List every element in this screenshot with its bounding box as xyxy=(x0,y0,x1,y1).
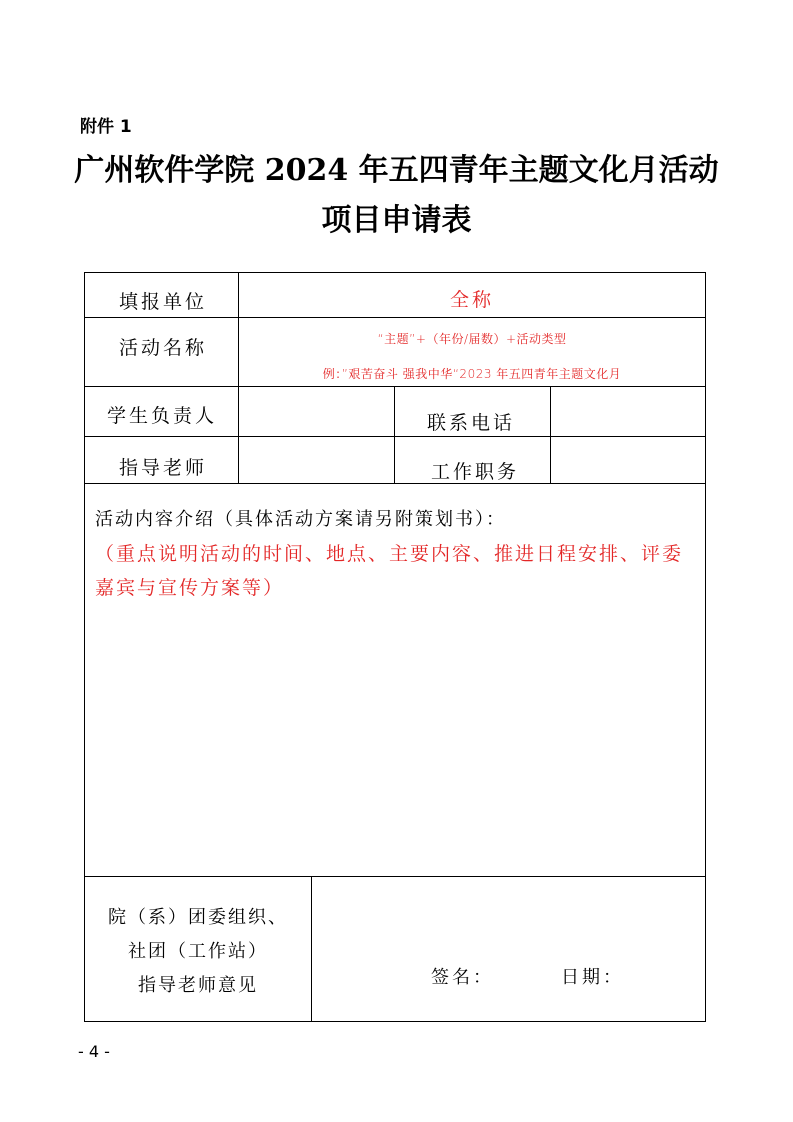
opinion-label-line: 社团（工作站） xyxy=(128,941,268,962)
opinion-label-line: 指导老师意见 xyxy=(138,975,258,996)
unit-label: 填报单位 xyxy=(119,291,208,313)
job-title-field[interactable] xyxy=(551,437,705,483)
advisor-field[interactable] xyxy=(239,437,394,483)
opinion-label xyxy=(85,901,311,1003)
phone-field[interactable] xyxy=(551,387,705,436)
opinion-field[interactable] xyxy=(312,877,705,1021)
opinion-label-line: 院（系）团委组织、 xyxy=(108,907,288,928)
student-leader-field[interactable] xyxy=(239,387,394,436)
activity-name-hint: “主题”+（年份/届数）+活动类型 xyxy=(377,332,567,346)
content-intro-hint: （重点说明活动的时间、地点、主要内容、推进日程安排、评委 xyxy=(95,543,684,565)
unit-hint: 全称 xyxy=(449,289,494,311)
unit-field[interactable] xyxy=(239,273,705,317)
job-title-label: 工作职务 xyxy=(431,461,520,483)
advisor-label: 指导老师 xyxy=(119,457,208,479)
document-subtitle: 项目申请表 xyxy=(321,203,472,238)
activity-name-example: 例：”艰苦奋斗 强我中华“2023 年五四青年主题文化月 xyxy=(322,367,622,381)
activity-name-label: 活动名称 xyxy=(119,337,208,359)
signature-label: 签名： xyxy=(431,967,494,988)
student-leader-label: 学生负责人 xyxy=(107,405,218,427)
column-divider xyxy=(394,386,395,483)
phone-label: 联系电话 xyxy=(427,412,516,434)
activity-name-field[interactable] xyxy=(239,318,705,386)
content-intro-label: 活动内容介绍（具体活动方案请另附策划书）： xyxy=(95,509,506,530)
document-title: 广州软件学院 2024 年五四青年主题文化月活动 xyxy=(74,153,719,188)
date-label: 日期： xyxy=(561,967,624,988)
content-intro-section xyxy=(95,503,695,605)
page-number: - 4 - xyxy=(78,1042,110,1061)
content-intro-hint-cont: 嘉宾与宣传方案等） xyxy=(95,577,285,599)
application-form xyxy=(84,272,706,1022)
attachment-label: 附件 1 xyxy=(80,117,132,137)
